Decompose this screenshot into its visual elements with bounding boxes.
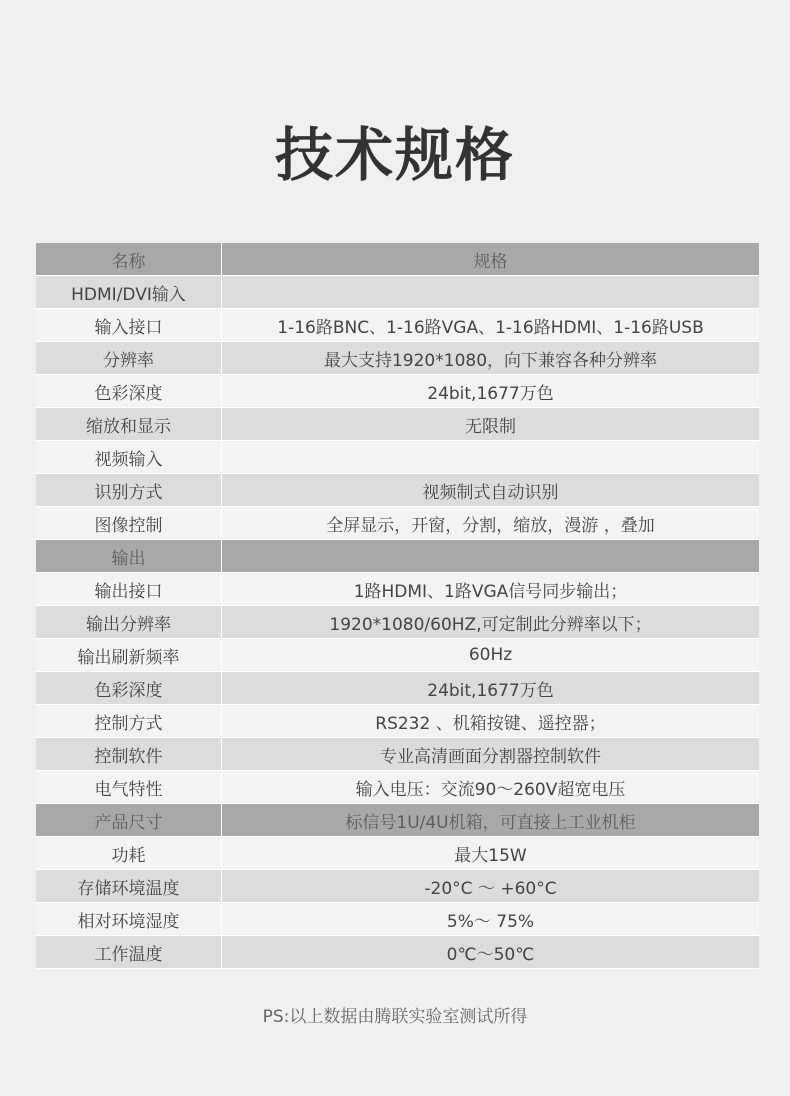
table-row [36,408,759,441]
spec-value-cell: 5%～ 75% [222,903,760,936]
spec-name-cell: 分辨率 [36,342,222,375]
table-row [36,309,759,342]
footnote: PS:以上数据由腾联实验室测试所得 [262,1007,528,1027]
spec-value-cell: 专业高清画面分割器控制软件 [222,738,760,771]
spec-name-cell: 色彩深度 [36,672,222,705]
spec-value-cell: 60Hz [222,639,760,672]
spec-name-cell: 控制软件 [36,738,222,771]
spec-name-cell: HDMI/DVI输入 [36,276,222,309]
spec-name-cell: 缩放和显示 [36,408,222,441]
table-row [36,375,759,408]
spec-name-cell: 输出 [36,540,222,573]
table-row [36,672,759,705]
table-row [36,441,759,474]
table-row [36,936,759,969]
spec-value-cell [222,441,760,474]
spec-value-cell: 全屏显示，开窗，分割，缩放，漫游 ，叠加 [222,507,760,540]
spec-name-cell: 图像控制 [36,507,222,540]
spec-value-cell: 24bit,1677万色 [222,672,760,705]
table-row [36,276,759,309]
table-row [36,804,759,837]
table-row [36,903,759,936]
spec-value-cell: 1920*1080/60HZ,可定制此分辨率以下； [222,606,760,639]
spec-name-cell: 输出接口 [36,573,222,606]
spec-value-cell: 1-16路BNC、1-16路VGA、1-16路HDMI、1-16路USB [222,309,760,342]
spec-name-cell: 电气特性 [36,771,222,804]
table-row [36,573,759,606]
table-row [36,342,759,375]
spec-name-cell: 输出刷新频率 [36,639,222,672]
spec-table [36,243,759,969]
table-header-row [36,243,759,276]
spec-value-cell: RS232 、机箱按键、遥控器； [222,705,760,738]
spec-value-cell: 0℃～50℃ [222,936,760,969]
spec-value-cell: -20°C ～ +60°C [222,870,760,903]
page-title: 技术规格 [274,121,515,189]
spec-name-cell: 输入接口 [36,309,222,342]
spec-value-cell [222,276,760,309]
spec-value-cell: 视频制式自动识别 [222,474,760,507]
header-name-cell: 名称 [36,243,222,276]
spec-value-cell: 输入电压：交流90～260V超宽电压 [222,771,760,804]
spec-name-cell: 视频输入 [36,441,222,474]
table-row [36,639,759,672]
spec-name-cell: 色彩深度 [36,375,222,408]
table-row [36,738,759,771]
spec-value-cell: 无限制 [222,408,760,441]
table-row [36,474,759,507]
table-row [36,606,759,639]
header-spec-cell: 规格 [222,243,760,276]
table-row [36,870,759,903]
spec-name-cell: 工作温度 [36,936,222,969]
spec-value-cell: 1路HDMI、1路VGA信号同步输出； [222,573,760,606]
spec-name-cell: 存储环境温度 [36,870,222,903]
spec-name-cell: 控制方式 [36,705,222,738]
spec-name-cell: 功耗 [36,837,222,870]
spec-value-cell: 最大15W [222,837,760,870]
spec-value-cell [222,540,760,573]
spec-value-cell: 标信号1U/4U机箱，可直接上工业机柜 [222,804,760,837]
table-row [36,540,759,573]
table-row [36,705,759,738]
table-row [36,837,759,870]
spec-name-cell: 产品尺寸 [36,804,222,837]
table-row [36,507,759,540]
spec-name-cell: 相对环境湿度 [36,903,222,936]
spec-value-cell: 24bit,1677万色 [222,375,760,408]
spec-value-cell: 最大支持1920*1080，向下兼容各种分辨率 [222,342,760,375]
spec-name-cell: 输出分辨率 [36,606,222,639]
table-row [36,771,759,804]
spec-name-cell: 识别方式 [36,474,222,507]
